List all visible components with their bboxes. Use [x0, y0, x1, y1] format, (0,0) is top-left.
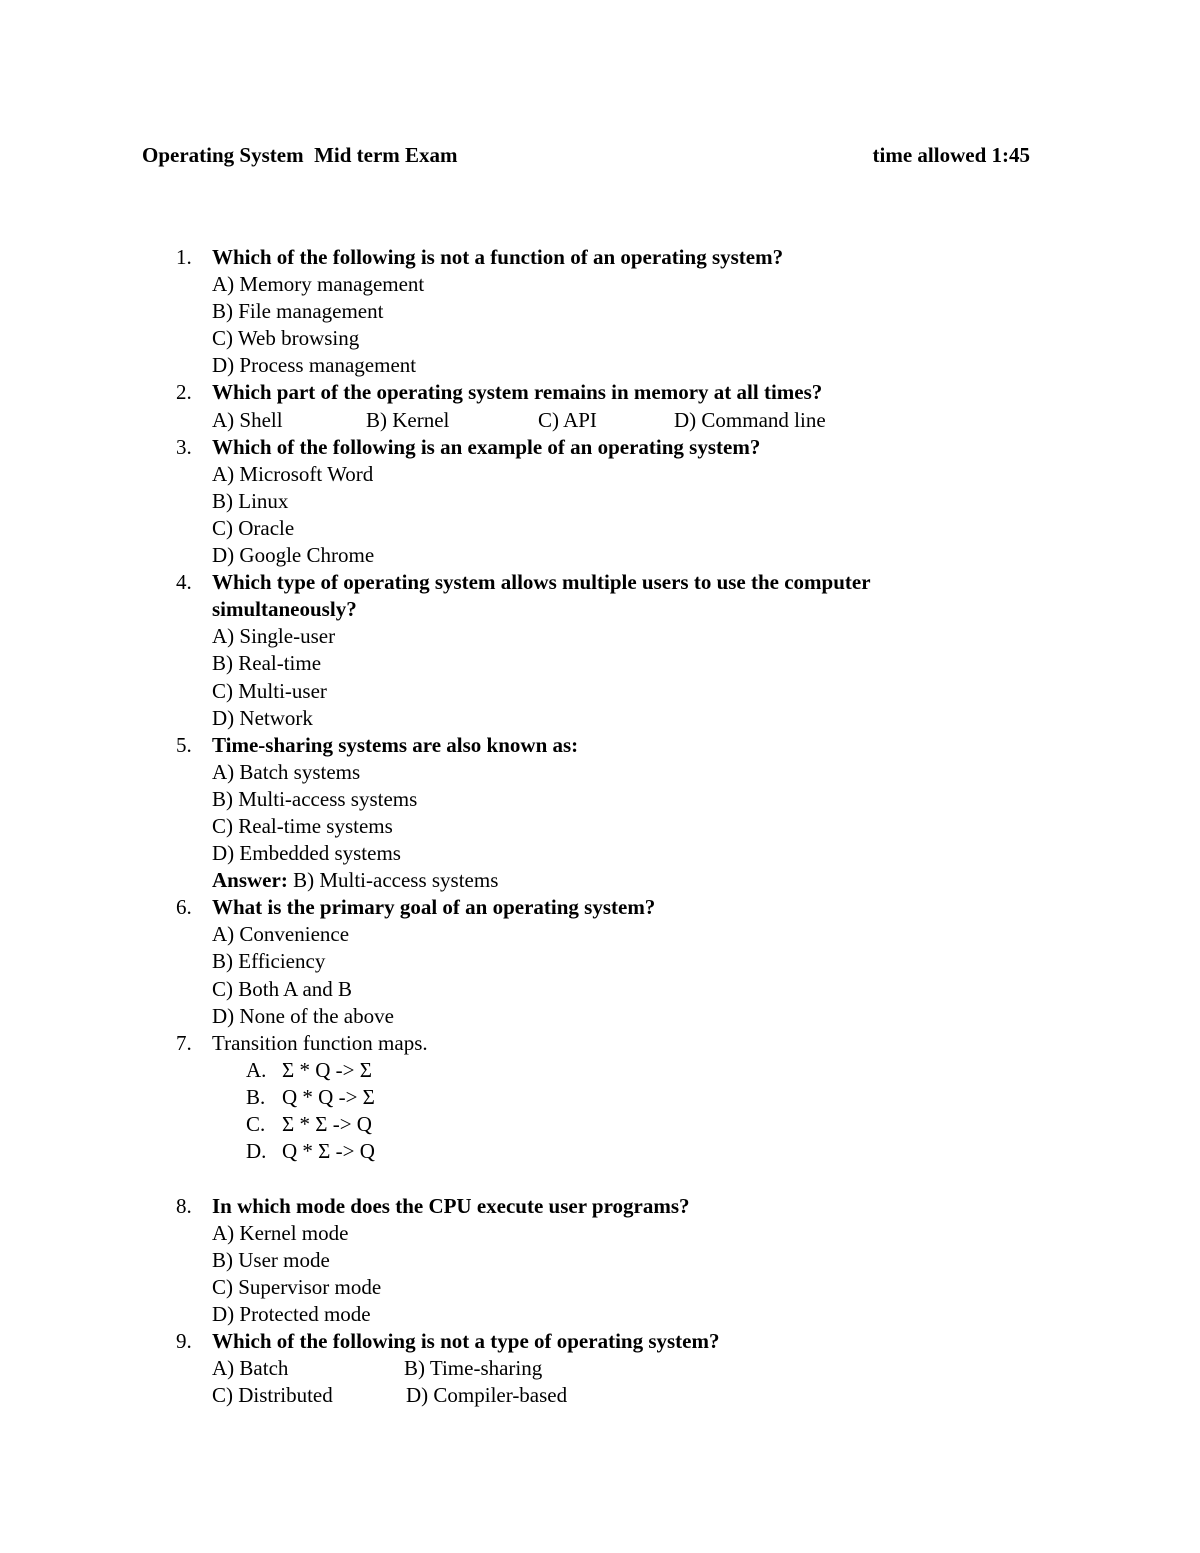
blank-line	[0, 1165, 1200, 1193]
question-number: 6.	[176, 895, 192, 920]
option-text: Σ * Σ -> Q	[282, 1112, 372, 1136]
option-text: B) Efficiency	[212, 949, 326, 974]
option-letter: C.	[246, 1112, 266, 1136]
option-letter: A.	[246, 1057, 267, 1082]
answer-value: B) Multi-access systems	[287, 868, 499, 893]
option-b	[0, 298, 1200, 325]
option-a	[0, 921, 1200, 948]
question-text: Time-sharing systems are also known as:	[212, 732, 579, 757]
option-row-1	[0, 1355, 1200, 1382]
question-text-continued: simultaneously?	[212, 597, 357, 622]
option-a: A) Batch	[212, 1356, 289, 1381]
option-b	[0, 1247, 1200, 1274]
option-d	[0, 542, 1200, 569]
question-list	[0, 244, 1200, 1409]
option-text: A) Convenience	[212, 922, 350, 947]
option-letter: B.	[246, 1084, 266, 1109]
option-b	[0, 948, 1200, 975]
option-b	[0, 786, 1200, 813]
option-d	[0, 352, 1200, 379]
option-text: Q * Σ -> Q	[282, 1139, 375, 1164]
option-text: C) Real-time systems	[212, 813, 393, 838]
time-allowed: time allowed 1:45	[872, 143, 1030, 167]
option-d: D) Command line	[674, 407, 826, 432]
option-text: D) Embedded systems	[212, 841, 401, 866]
option-a	[0, 271, 1200, 298]
option-a	[0, 623, 1200, 650]
option-d	[0, 1138, 1200, 1165]
question-5	[0, 732, 1200, 895]
question-number: 3.	[176, 434, 192, 459]
option-c	[0, 1111, 1200, 1138]
option-b	[0, 1084, 1200, 1111]
question-8	[0, 1193, 1200, 1328]
question-text: Which of the following is not a type of operating system?	[212, 1329, 720, 1354]
option-text: C) Web browsing	[212, 326, 360, 351]
option-c	[0, 515, 1200, 542]
question-2	[0, 379, 1200, 433]
option-a	[0, 1057, 1200, 1084]
option-text: D) Process management	[212, 353, 417, 378]
question-number: 1.	[176, 245, 192, 269]
option-text: Q * Q -> Σ	[282, 1084, 375, 1109]
option-text: A) Single-user	[212, 624, 336, 649]
option-c: C) API	[538, 407, 597, 432]
question-text: In which mode does the CPU execute user programs?	[212, 1193, 690, 1218]
option-letter: D.	[246, 1139, 267, 1164]
option-text: D) None of the above	[212, 1003, 394, 1028]
question-3	[0, 434, 1200, 569]
option-b: B) Time-sharing	[404, 1356, 543, 1381]
option-text: C) Multi-user	[212, 678, 327, 703]
question-text: Which type of operating system allows multiple users to use the computer	[212, 570, 871, 595]
option-a	[0, 1220, 1200, 1247]
option-row	[0, 407, 1200, 434]
option-text: A) Batch systems	[212, 759, 361, 784]
option-d	[0, 1003, 1200, 1030]
option-b	[0, 650, 1200, 677]
question-number: 5.	[176, 732, 192, 757]
question-4	[0, 569, 1200, 732]
option-text: Σ * Q -> Σ	[282, 1057, 372, 1082]
option-text: D) Protected mode	[212, 1302, 371, 1327]
question-text: Which part of the operating system remains in memory at all times?	[212, 380, 823, 405]
option-text: B) Real-time	[212, 651, 322, 676]
answer-line	[0, 867, 1200, 894]
option-d	[0, 840, 1200, 867]
question-text: What is the primary goal of an operating system?	[212, 895, 656, 920]
question-9	[0, 1328, 1200, 1409]
question-text: Transition function maps.	[212, 1030, 428, 1055]
option-text: C) Supervisor mode	[212, 1274, 382, 1299]
option-text: A) Microsoft Word	[212, 461, 374, 486]
option-text: C) Oracle	[212, 515, 295, 540]
option-d	[0, 705, 1200, 732]
option-b	[0, 488, 1200, 515]
question-number: 7.	[176, 1030, 192, 1055]
question-text: Which of the following is an example of an operating system?	[212, 434, 761, 459]
option-d: D) Compiler-based	[406, 1383, 568, 1408]
answer-label: Answer:	[212, 868, 288, 893]
question-6	[0, 894, 1200, 1029]
question-text: Which of the following is not a function of an operating system?	[212, 245, 784, 269]
question-number: 9.	[176, 1329, 192, 1354]
question-1	[0, 244, 1200, 379]
option-c	[0, 813, 1200, 840]
exam-title: Operating System Mid term Exam	[142, 143, 458, 167]
option-text: B) Multi-access systems	[212, 786, 418, 811]
option-text: D) Google Chrome	[212, 543, 375, 568]
option-text: D) Network	[212, 705, 313, 730]
question-7	[0, 1030, 1200, 1193]
question-number: 4.	[176, 570, 192, 595]
option-text: B) File management	[212, 299, 384, 324]
option-c: C) Distributed	[212, 1383, 333, 1408]
option-row-2	[0, 1382, 1200, 1409]
option-text: A) Kernel mode	[212, 1220, 349, 1245]
option-d	[0, 1301, 1200, 1328]
option-text: B) User mode	[212, 1247, 330, 1272]
question-number: 2.	[176, 380, 192, 405]
option-a	[0, 461, 1200, 488]
option-b: B) Kernel	[366, 407, 450, 432]
option-text: B) Linux	[212, 488, 289, 513]
question-number: 8.	[176, 1193, 192, 1218]
option-c	[0, 678, 1200, 705]
option-text: A) Memory management	[212, 272, 425, 297]
option-c	[0, 1274, 1200, 1301]
option-a	[0, 759, 1200, 786]
option-c	[0, 976, 1200, 1003]
option-a: A) Shell	[212, 407, 283, 432]
option-text: C) Both A and B	[212, 976, 353, 1001]
option-c	[0, 325, 1200, 352]
